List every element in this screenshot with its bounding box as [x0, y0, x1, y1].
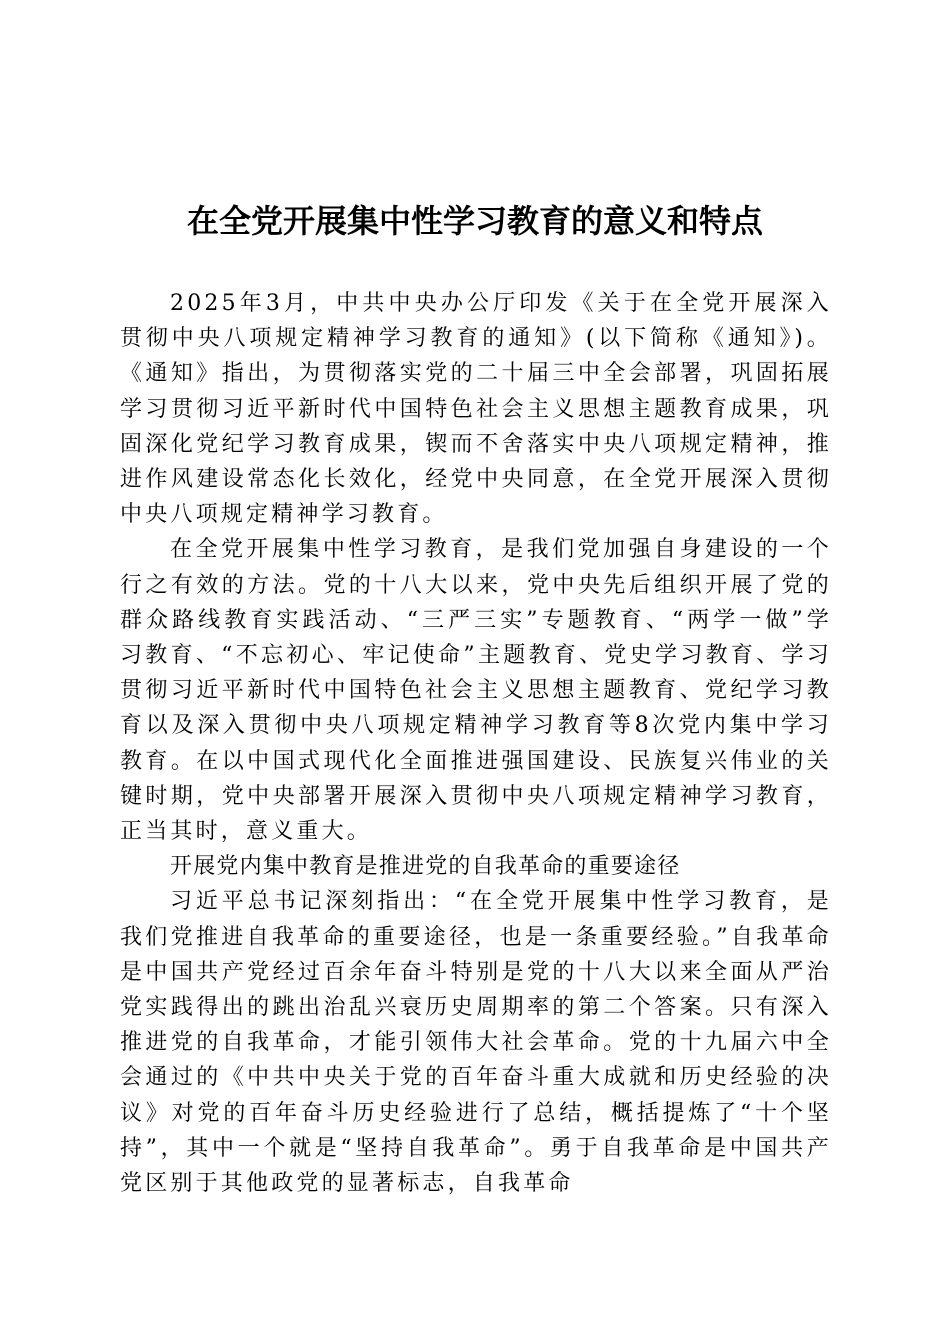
section-heading: 开展党内集中教育是推进党的自我革命的重要途径	[170, 854, 681, 880]
paragraph-background: 在全党开展集中性学习教育，是我们党加强自身建设的一个行之有效的方法。党的十八大以来，党中央先后组织开展了党的群众路线教育实践活动、“三严三实”专题教育、“两学一做”学习教育、“不忘初心、牢记使命”主题教育、党史学习教育、学习贯彻习近平新时代中国特色社会主义思想主题教育、党纪学习教育以及深入贯彻中央八项规定精神学习教育等8次党内集中学习教育。在以中国式现代化全面推进强国建设、民族复兴伟业的关键时期，党中央部署开展深入贯彻中央八项规定精神学习教育，正当其时，意义重大。	[120, 537, 832, 845]
page-title: 在全党开展集中性学习教育的意义和特点	[186, 202, 763, 240]
paragraph-intro: 2025年3月，中共中央办公厅印发《关于在全党开展深入贯彻中央八项规定精神学习教育的通知》(以下简称《通知》)。《通知》指出，为贯彻落实党的二十届三中全会部署，巩固拓展学习贯彻习近平新时代中国特色社会主义思想主题教育成果，巩固深化党纪学习教育成果，锲而不舍落实中央八项规定精神，推进作风建设常态化长效化，经党中央同意，在全党开展深入贯彻中央八项规定精神学习教育。	[120, 291, 832, 528]
document-body	[120, 286, 832, 1201]
paragraph-section-1: 习近平总书记深刻指出：“在全党开展集中性学习教育，是我们党推进自我革命的重要途径，也是一条重要经验。”自我革命是中国共产党经过百余年奋斗特别是党的十八大以来全面从严治党实践得出的跳出治乱兴衰历史周期率的第二个答案。只有深入推进党的自我革命，才能引领伟大社会革命。党的十九届六中全会通过的《中共中央关于党的百年奋斗重大成就和历史经验的决议》对党的百年奋斗历史经验进行了总结，概括提炼了“十个坚持”，其中一个就是“坚持自我革命”。勇于自我革命是中国共产党区别于其他政党的显著标志，自我革命	[120, 889, 832, 1197]
